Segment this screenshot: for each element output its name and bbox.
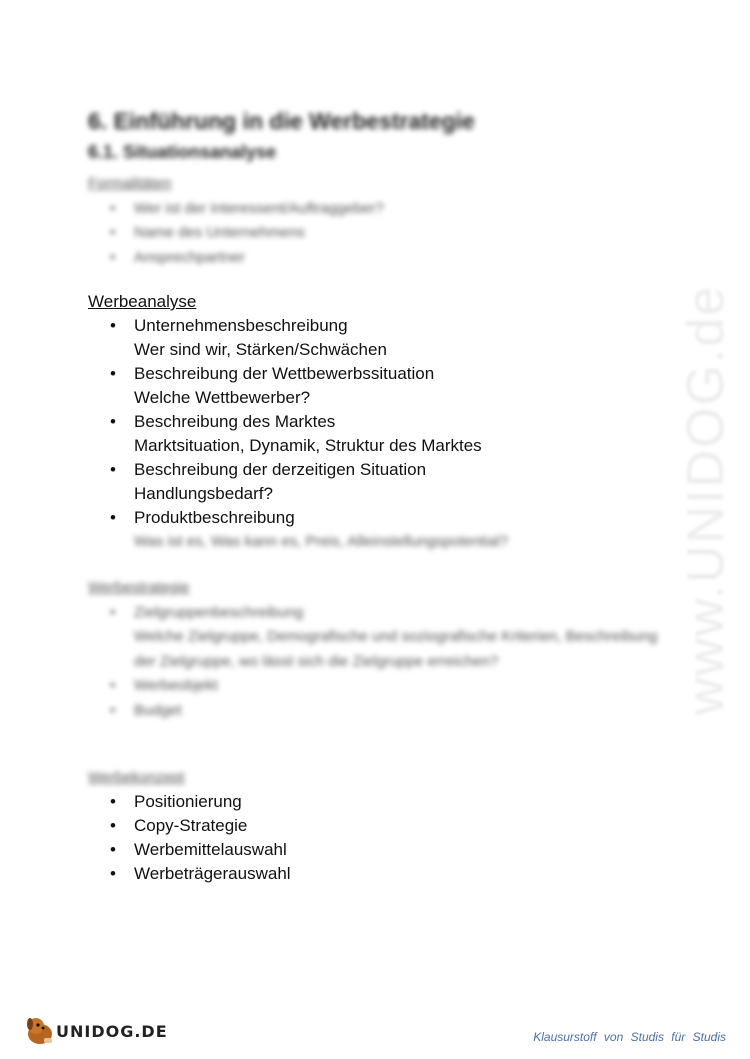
section-subtitle: 6.1. Situationsanalyse	[88, 142, 277, 162]
list-item: • Werbeträgerauswahl	[88, 862, 658, 886]
section-heading: Werbekonzept	[88, 769, 185, 786]
item-main: Beschreibung der Wettbewerbssituation	[134, 364, 435, 383]
item-main: Unternehmensbeschreibung	[134, 316, 348, 335]
item-main: Beschreibung der derzeitigen Situation	[134, 460, 427, 479]
item-sub: Marktsituation, Dynamik, Struktur des Marktes	[134, 436, 482, 455]
list-item	[88, 699, 658, 724]
list-item: • Wer ist der Interessent/Auftraggeber?	[88, 197, 658, 222]
footer-tagline: Klausurstoff von Studis für Studis	[533, 1030, 726, 1044]
list-item: • Werbemittelauswahl	[88, 838, 658, 862]
item-sub: Handlungsbedarf?	[134, 484, 273, 503]
bullet-list	[88, 314, 658, 554]
list-item	[88, 458, 658, 506]
list-item	[88, 674, 658, 699]
item-sub: Welche Wettbewerber?	[134, 388, 311, 407]
list-item: • Positionierung	[88, 790, 658, 814]
watermark: www.UNIDOG.de	[677, 284, 735, 716]
list-item: • Ansprechpartner	[88, 246, 658, 271]
list-item	[88, 506, 658, 554]
list-item	[88, 601, 658, 675]
item-sub: Welche Zielgruppe, Demografische und soziografische Kriterien, Beschreibung der Zielgruppe, wo lässt sich die Zielgruppe erreichen?	[134, 628, 658, 670]
bullet-list	[88, 197, 658, 271]
section-werbeanalyse	[88, 290, 658, 554]
item-main: Budget	[134, 701, 182, 719]
item-main: Produktbeschreibung	[134, 508, 295, 527]
item-main: Zielgruppenbeschreibung	[134, 603, 304, 621]
list-item	[88, 314, 658, 362]
section-formalitaeten	[88, 172, 658, 270]
list-item	[88, 410, 658, 458]
bullet-list	[88, 790, 658, 886]
list-item	[88, 362, 658, 410]
item-main: Werbeobjekt	[134, 677, 218, 694]
item-main: Beschreibung des Marktes	[134, 412, 336, 431]
list-item: • Name des Unternehmens	[88, 221, 658, 246]
page-title: 6. Einführung in die Werbestrategie	[88, 108, 475, 134]
logo-text: UNIDOG.DE	[56, 1022, 168, 1041]
bullet-list	[88, 601, 658, 724]
section-werbestrategie	[88, 576, 658, 723]
item-sub: Was ist es, Was kann es, Preis, Alleinstellungspotential?	[134, 533, 509, 550]
section-heading: Werbeanalyse	[88, 292, 197, 311]
item-sub: Wer sind wir, Stärken/Schwächen	[134, 340, 387, 359]
section-heading: Werbestrategie	[88, 579, 190, 596]
section-heading: Formalitäten	[88, 175, 172, 192]
section-werbekonzept	[88, 766, 658, 886]
list-item: • Copy-Strategie	[88, 814, 658, 838]
